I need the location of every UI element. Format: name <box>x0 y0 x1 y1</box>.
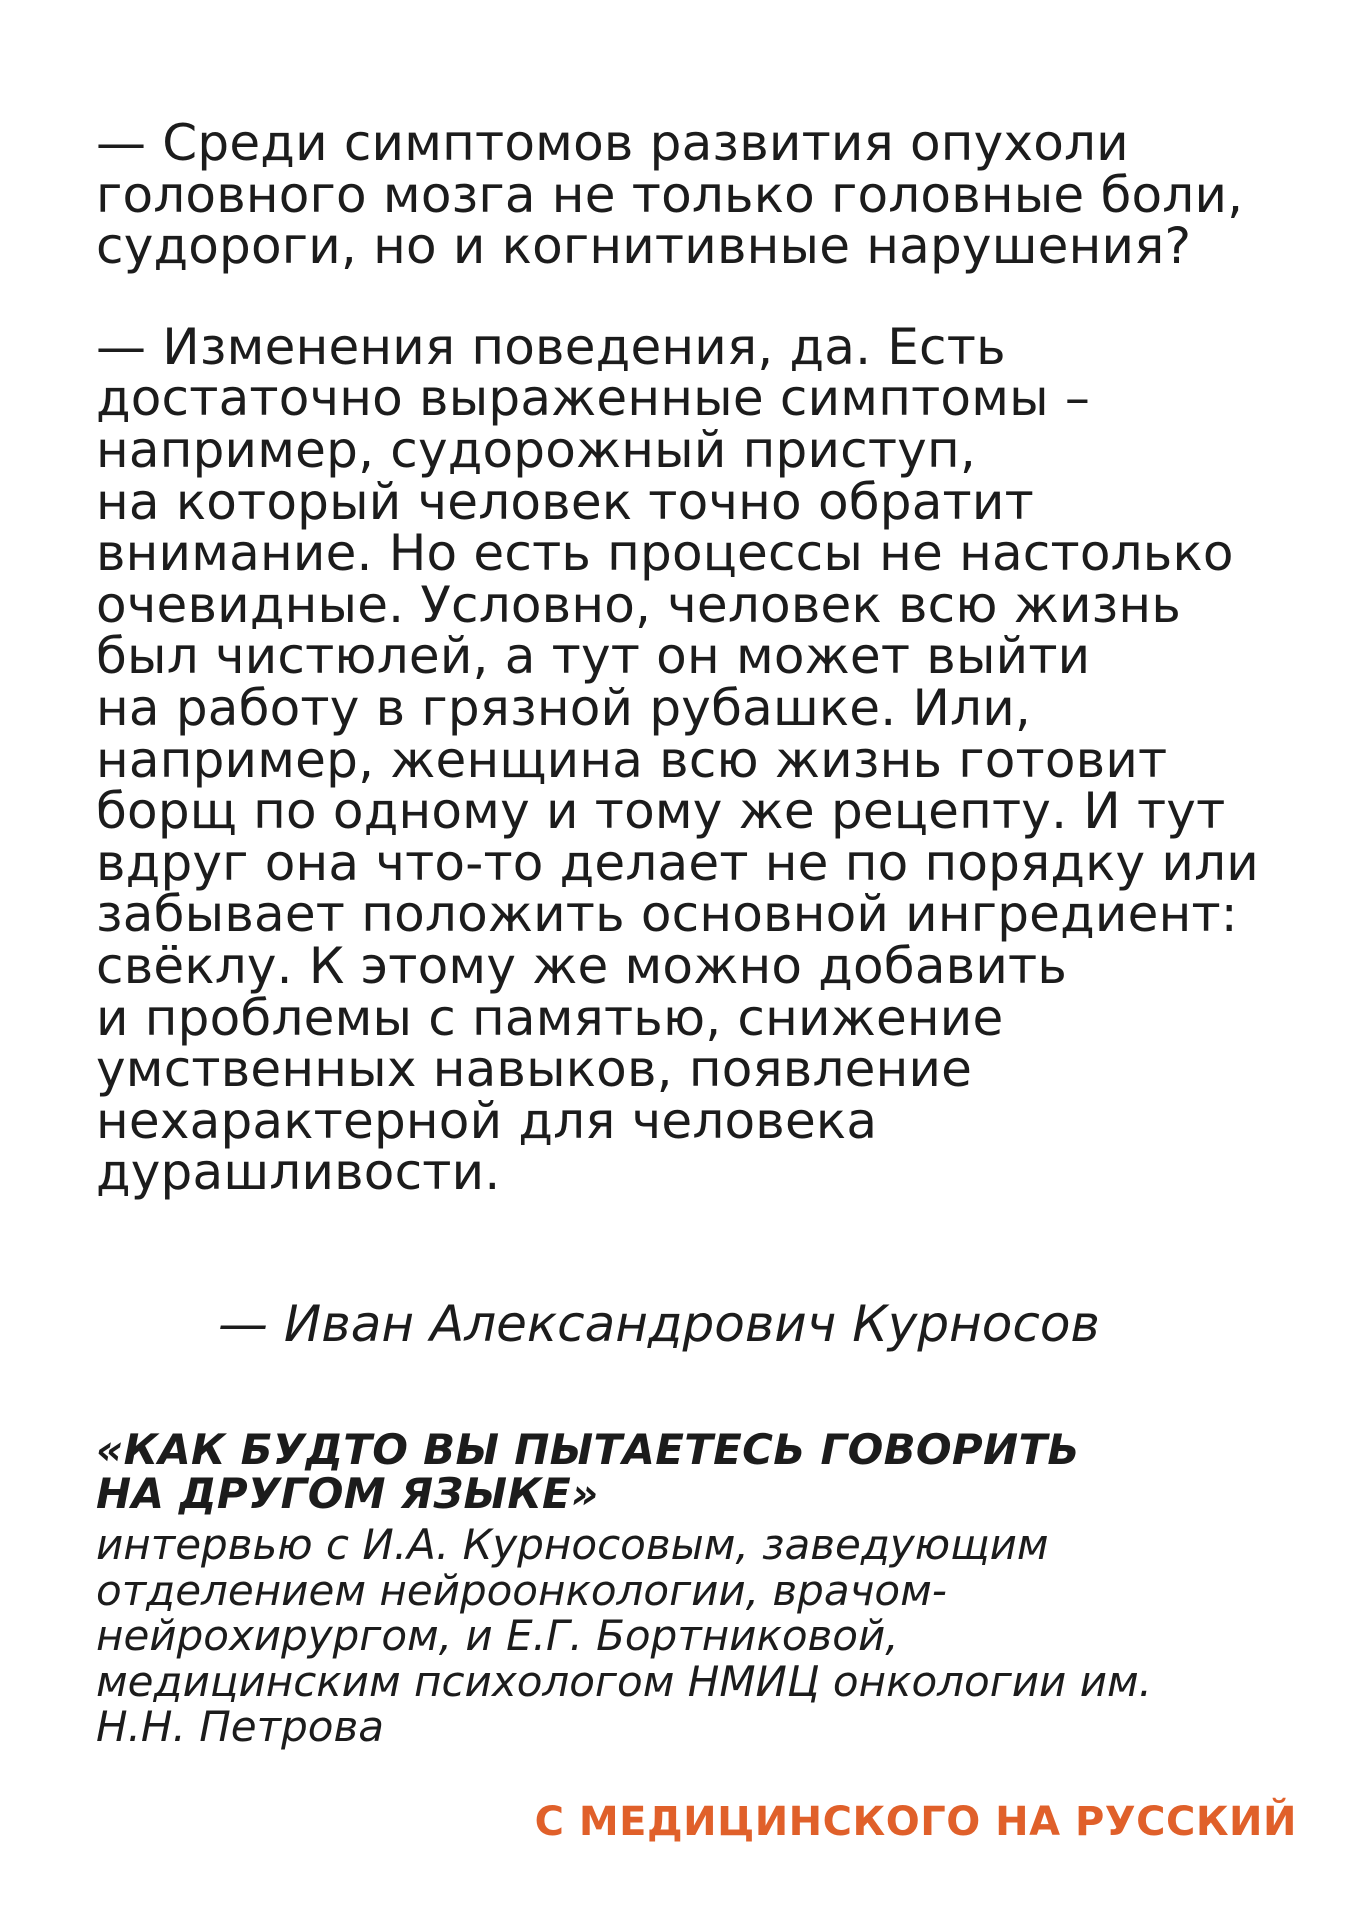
answer-line: на который человек точно обратит <box>96 472 1034 531</box>
question-line: — Среди симптомов развития опухоли <box>96 114 1129 172</box>
answer-line: дурашливости. <box>96 1143 501 1202</box>
source-description-line: нейрохирургом, и Е.Г. Бортниковой, <box>96 1611 899 1660</box>
answer-line: был чистюлей, а тут он может выйти <box>96 627 1091 686</box>
interview-question <box>96 114 1296 276</box>
source-title-line: НА ДРУГОМ ЯЗЫКЕ» <box>96 1469 599 1518</box>
interview-answer <box>96 317 1296 1202</box>
question-line: судороги, но и когнитивные нарушения? <box>96 217 1192 276</box>
source-title <box>96 1425 1326 1518</box>
answer-line: внимание. Но есть процессы не настолько <box>96 524 1234 583</box>
answer-line: например, судорожный приступ, <box>96 420 976 479</box>
source-description-line: медицинским психологом НМИЦ онкологии им. <box>96 1656 1153 1706</box>
answer-line: борщ по одному и тому же рецепту. И тут <box>96 782 1226 841</box>
answer-line: и проблемы с памятью, снижение <box>96 988 1004 1047</box>
source-block <box>96 1425 1326 1751</box>
answer-line: свёклу. К этому же можно добавить <box>96 936 1068 995</box>
quote-attribution: — Иван Александрович Курносов <box>218 1295 1100 1353</box>
question-line: головного мозга не только головные боли, <box>96 165 1244 224</box>
answer-line: например, женщина всю жизнь готовит <box>96 730 1168 789</box>
answer-line: умственных навыков, появление <box>96 1040 973 1099</box>
answer-line: очевидные. Условно, человек всю жизнь <box>96 575 1181 634</box>
answer-line: — Изменения поведения, да. Есть <box>96 317 1006 376</box>
source-description <box>96 1522 1326 1750</box>
source-description-line: интервью с И.А. Курносовым, заведующим <box>96 1520 1049 1569</box>
answer-line: на работу в грязной рубашке. Или, <box>96 678 1031 737</box>
answer-line: достаточно выраженные симптомы – <box>96 369 1091 428</box>
source-description-line: отделением нейроонкологии, врачом- <box>96 1565 947 1615</box>
answer-line: нехарактерной для человека <box>96 1091 878 1150</box>
answer-line: вдруг она что-то делает не по порядку или <box>96 833 1259 892</box>
interview-body <box>96 114 1296 1202</box>
footer-brand: С МЕДИЦИНСКОГО НА РУССКИЙ <box>534 1799 1297 1845</box>
source-title-line: «КАК БУДТО ВЫ ПЫТАЕТЕСЬ ГОВОРИТЬ <box>96 1425 1080 1474</box>
answer-line: забывает положить основной ингредиент: <box>96 885 1238 944</box>
source-description-line: Н.Н. Петрова <box>96 1702 384 1751</box>
